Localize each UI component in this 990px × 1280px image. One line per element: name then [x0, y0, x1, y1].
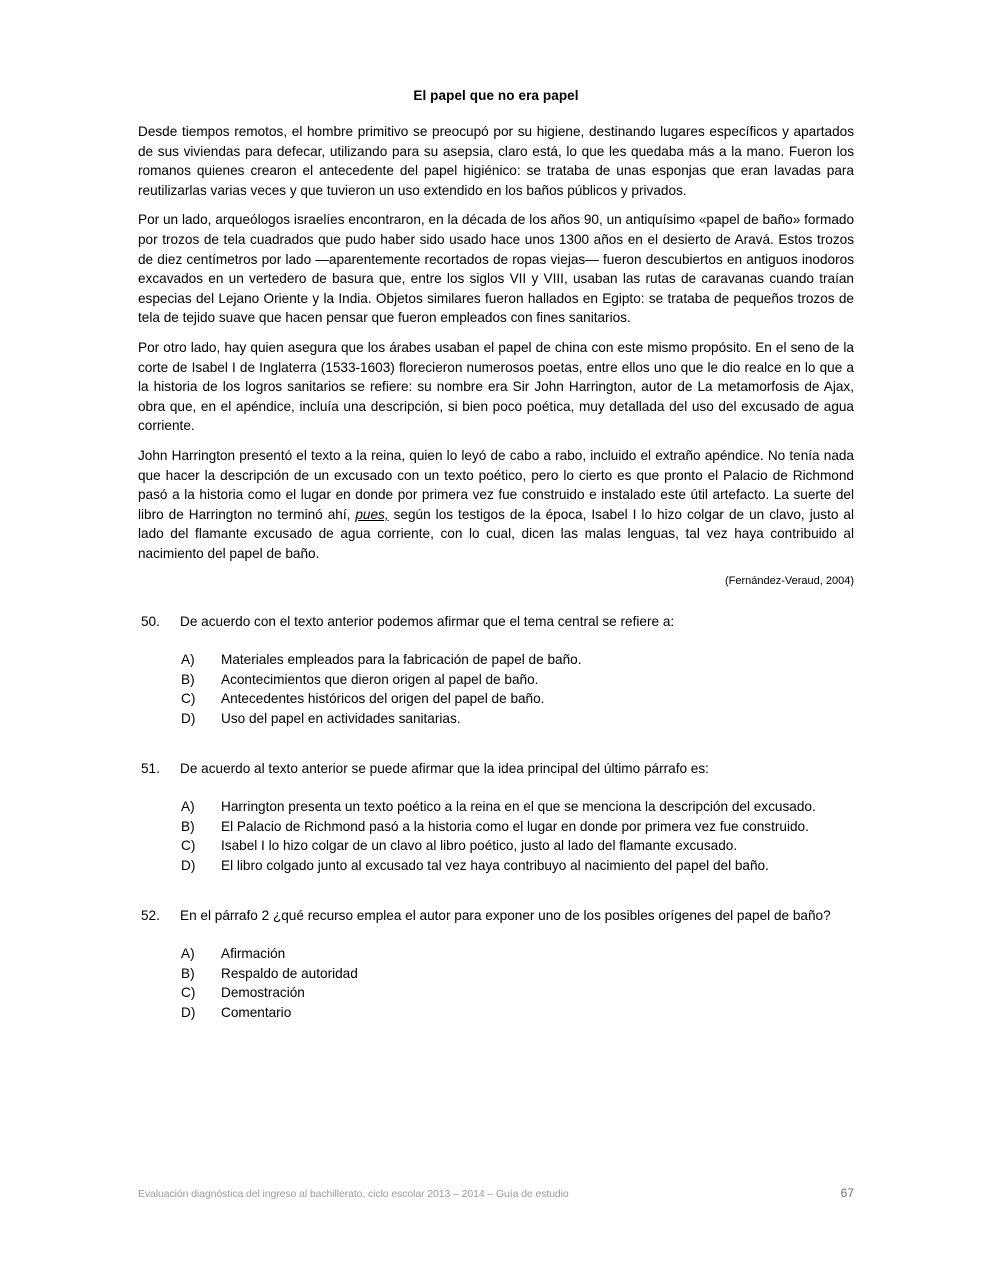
option-letter: D)	[181, 1004, 196, 1020]
options-list-51	[138, 797, 854, 875]
body-paragraph-2: Por un lado, arqueólogos israelíes encontraron, en la década de los años 90, un antiquísimo «papel de baño» formado por trozos de tela cuadrados que pudo haber sido usado hace unos 1300 años en el desierto de Aravá. Estos trozos de diez centímetros por lado —aparentemente recortados de ropas viejas— fueron descubiertos en antiguos inodoros excavados en un vertedero de basura que, entre los siglos VII y VIII, usaban las rutas de caravanas cuando traían especias del Lejano Oriente y la India. Objetos similares fueron hallados en Egipto: se trataba de pequeños trozos de tela de tejido suave que hacen pensar que fueron empleados con fines sanitarios.	[138, 212, 854, 326]
option-label: Materiales empleados para la fabricación de papel de baño.	[221, 652, 582, 668]
option-52-d[interactable]	[138, 1003, 854, 1023]
paragraph4-before: John Harrington presentó el texto a la reina, quien lo leyó de cabo a rabo, incluido el extraño apéndice. No tenía nada que hacer la descripción de un excusado con un texto poético, pero lo cierto es que pronto el Palacio de Richmond pasó a la historia como el lugar en donde por primera vez fue construido e instalado este útil artefacto. La suerte del libro de Harrington no terminó ahí,	[138, 447, 854, 522]
page-content	[138, 86, 854, 1022]
options-list-52	[138, 944, 854, 1022]
option-letter: A)	[181, 652, 195, 668]
question-block-50	[138, 612, 854, 728]
question-heading-51	[138, 759, 854, 779]
option-51-c[interactable]	[138, 836, 854, 856]
body-paragraph-3: Por otro lado, hay quien asegura que los árabes usaban el papel de china con este mismo propósito. En el seno de la corte de Isabel I de Inglaterra (1533-1603) florecieron numerosos poetas, entre ellos uno que le dio realce en lo que a la historia de los logros sanitarios se refiere: su nombre era Sir John Harrington, autor de La metamorfosis de Ajax, obra que, en el apéndice, incluía una descripción, si bien poco poética, muy detallada del uso del excusado de agua corriente.	[138, 339, 854, 434]
option-50-a[interactable]	[138, 650, 854, 670]
option-label: Isabel I lo hizo colgar de un clavo al libro poético, justo al lado del flamante excusado.	[221, 838, 738, 854]
option-label: Acontecimientos que dieron origen al papel de baño.	[221, 671, 539, 687]
option-51-b[interactable]	[138, 817, 854, 837]
option-51-d[interactable]	[138, 856, 854, 876]
option-label: Comentario	[221, 1004, 292, 1020]
option-label: Harrington presenta un texto poético a la reina en el que se menciona la descripción del excusado.	[221, 799, 816, 815]
option-letter: D)	[181, 710, 196, 726]
question-heading-50	[138, 612, 854, 632]
paragraph4-emphasis: pues,	[355, 506, 389, 522]
question-block-51	[138, 759, 854, 875]
option-letter: A)	[181, 799, 195, 815]
page-title: El papel que no era papel	[413, 88, 579, 103]
option-label: El Palacio de Richmond pasó a la historia como el lugar en donde por primera vez fue construido.	[221, 818, 809, 834]
option-letter: B)	[181, 965, 195, 981]
body-paragraph-4	[138, 446, 854, 564]
option-52-b[interactable]	[138, 964, 854, 984]
option-letter: C)	[181, 691, 196, 707]
option-letter: B)	[181, 818, 195, 834]
option-label: El libro colgado junto al excusado tal vez haya contribuyo al nacimiento del papel del baño.	[221, 857, 769, 873]
option-50-d[interactable]	[138, 709, 854, 729]
paragraph4-after: según los testigos de la época, Isabel I lo hizo colgar de un clavo, justo al lado del flamante excusado de agua corriente, con lo cual, dicen las malas lenguas, tal vez haya contribuido al nacimiento del papel de baño.	[138, 506, 854, 561]
option-letter: C)	[181, 985, 196, 1001]
question-text-51: De acuerdo al texto anterior se puede afirmar que la idea principal del último párrafo es:	[180, 761, 709, 777]
question-number-51: 51.	[141, 761, 160, 777]
option-label: Uso del papel en actividades sanitarias.	[221, 710, 461, 726]
option-51-a[interactable]	[138, 797, 854, 817]
option-label: Antecedentes históricos del origen del papel de baño.	[221, 691, 545, 707]
question-number-50: 50.	[141, 614, 160, 630]
option-label: Afirmación	[221, 946, 286, 961]
page-footer	[138, 1186, 854, 1200]
option-50-b[interactable]	[138, 670, 854, 690]
options-list-50	[138, 650, 854, 728]
option-letter: B)	[181, 671, 195, 687]
footer-caption: Evaluación diagnóstica del ingreso al bachillerato, ciclo escolar 2013 – 2014 – Guía de estudio	[138, 1188, 569, 1200]
option-label: Respaldo de autoridad	[221, 965, 358, 981]
question-text-50: De acuerdo con el texto anterior podemos afirmar que el tema central se refiere a:	[180, 614, 675, 630]
option-letter: A)	[181, 946, 195, 961]
question-text-52: En el párrafo 2 ¿qué recurso emplea el autor para exponer uno de los posibles orígenes del papel de baño?	[180, 908, 831, 924]
question-heading-52	[138, 906, 854, 926]
source-citation: (Fernández-Veraud, 2004)	[724, 575, 854, 588]
option-50-c[interactable]	[138, 689, 854, 709]
option-letter: C)	[181, 838, 196, 854]
question-number-52: 52.	[141, 908, 160, 924]
question-block-52	[138, 906, 854, 1022]
page-number: 67	[840, 1186, 854, 1200]
body-paragraph-1: Desde tiempos remotos, el hombre primitivo se preocupó por su higiene, destinando lugares específicos y apartados de sus viviendas para defecar, utilizando para su asepsia, claro está, lo que les quedaba más a la mano. Fueron los romanos quienes crearon el antecedente del papel higiénico: se trataba de unas esponjas que eran lavadas para reutilizarlas varias veces y que tuvieron un uso extendido en los baños públicos y privados.	[138, 124, 854, 198]
option-52-c[interactable]	[138, 983, 854, 1003]
option-52-a[interactable]	[138, 944, 854, 964]
option-letter: D)	[181, 857, 196, 873]
option-label: Demostración	[221, 985, 305, 1001]
